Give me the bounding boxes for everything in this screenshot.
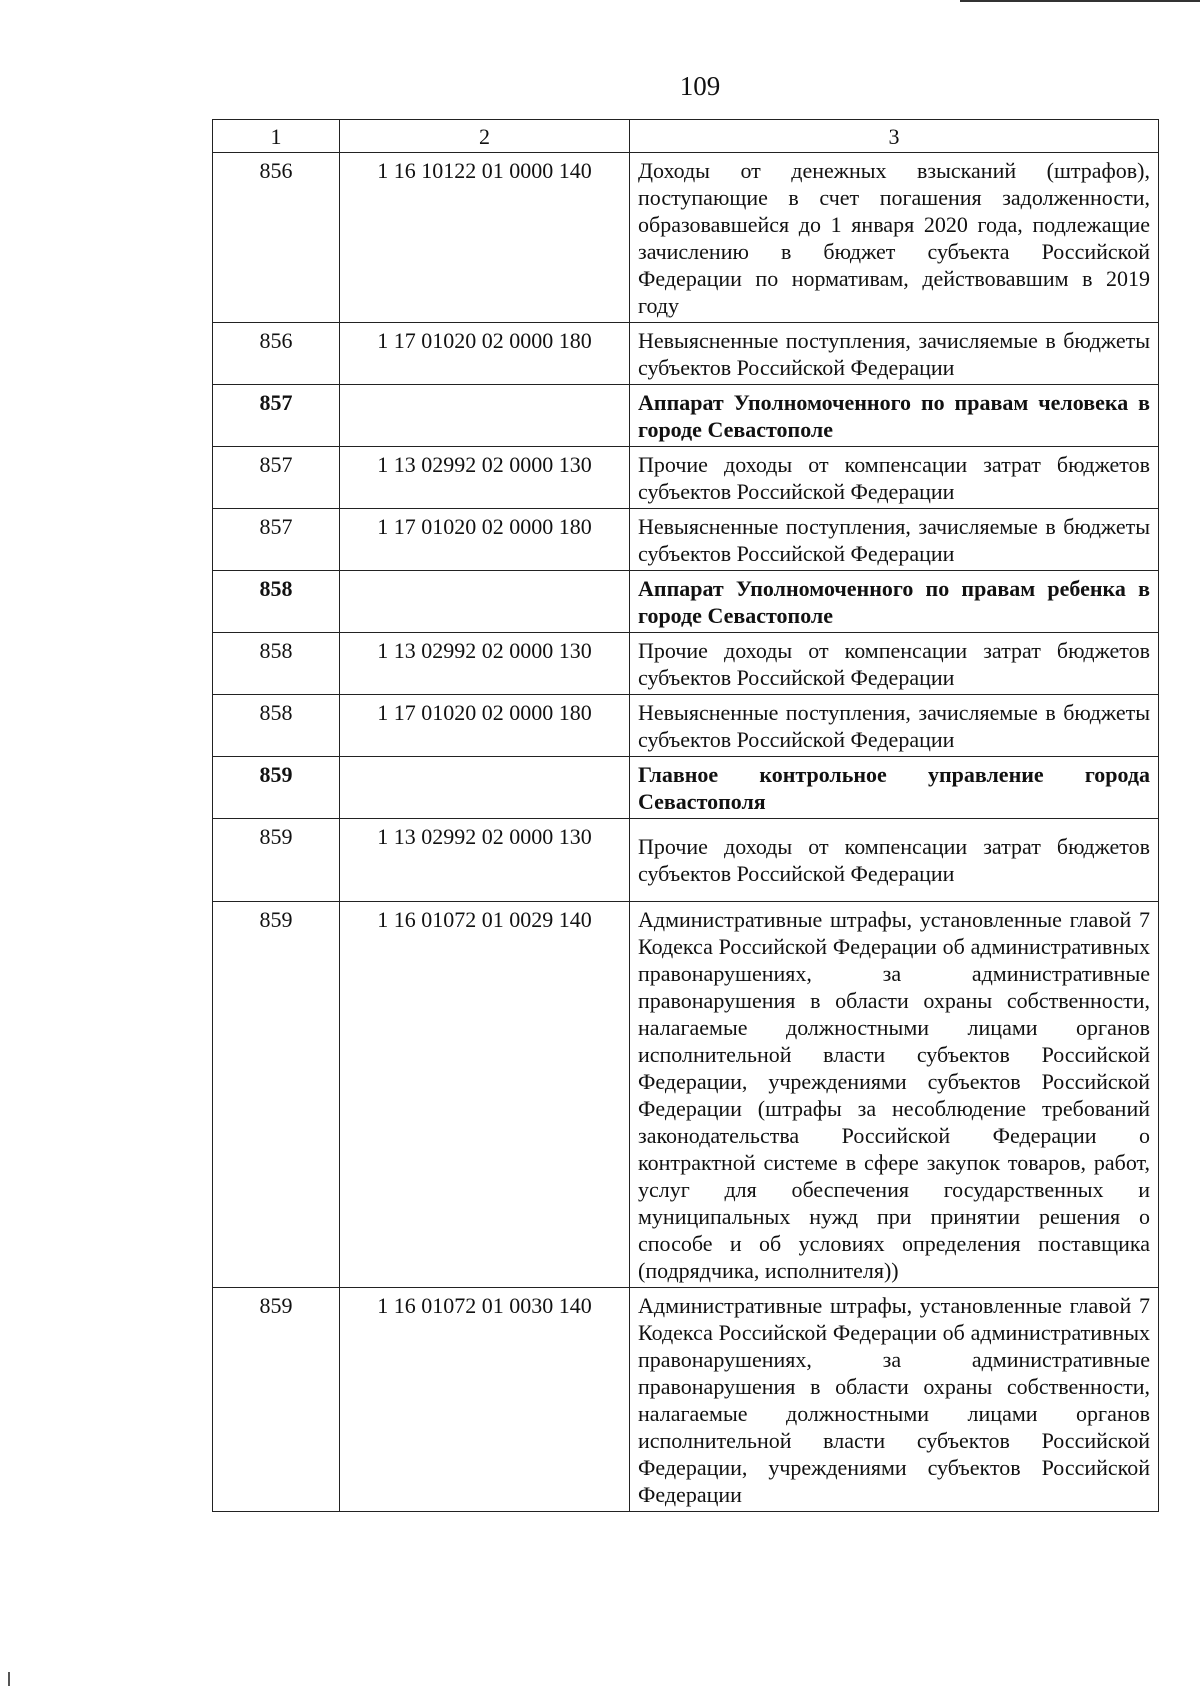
kbk-code-cell: 1 16 01072 01 0030 140 [340, 1288, 630, 1512]
table-header-row [213, 120, 1159, 153]
table-row [213, 323, 1159, 385]
description-cell [630, 757, 1159, 819]
kbk-code-cell: 1 13 02992 02 0000 130 [340, 447, 630, 509]
description-text: Административные штрафы, установленные главой 7 Кодекса Российской Федерации об административных правонарушениях, за административные правонарушения в области охраны собственности, налагаемые должностными лицами органов исполнительной власти субъектов Российской Федерации, учреждениями субъектов Российской Федерации [638, 1293, 1150, 1507]
table-row [213, 153, 1159, 323]
admin-code-cell: 859 [213, 902, 340, 1288]
table-row [213, 695, 1159, 757]
table-row-section-heading [213, 757, 1159, 819]
description-text: Прочие доходы от компенсации затрат бюджетов субъектов Российской Федерации [638, 452, 1150, 504]
page-number-text: 109 [679, 71, 721, 101]
description-cell [630, 571, 1159, 633]
kbk-code-cell: 1 17 01020 02 0000 180 [340, 695, 630, 757]
section-heading-text: Аппарат Уполномоченного по правам человека в городе Севастополе [638, 390, 1150, 442]
admin-code-cell: 856 [213, 153, 340, 323]
page-number [0, 70, 1200, 102]
table-row [213, 1288, 1159, 1512]
table-row [213, 633, 1159, 695]
table-row-section-heading [213, 571, 1159, 633]
admin-code-cell: 859 [213, 1288, 340, 1512]
table-row-section-heading [213, 385, 1159, 447]
description-text: Невыясненные поступления, зачисляемые в бюджеты субъектов Российской Федерации [638, 328, 1150, 380]
kbk-code-cell: 1 16 10122 01 0000 140 [340, 153, 630, 323]
admin-code-cell: 856 [213, 323, 340, 385]
margin-mark [8, 1672, 10, 1686]
kbk-code-cell [340, 757, 630, 819]
admin-code-cell: 858 [213, 633, 340, 695]
description-text: Доходы от денежных взысканий (штрафов), поступающие в счет погашения задолженности, образовавшейся до 1 января 2020 года, подлежащие зачислению в бюджет субъекта Российской Федерации по нормативам, действовавшим в 2019 году [638, 158, 1150, 318]
description-cell [630, 633, 1159, 695]
table-row [213, 447, 1159, 509]
income-codes-table [212, 119, 1159, 1512]
kbk-code-cell: 1 13 02992 02 0000 130 [340, 819, 630, 902]
table-row [213, 509, 1159, 571]
description-cell [630, 695, 1159, 757]
kbk-code-cell [340, 571, 630, 633]
description-cell [630, 819, 1159, 902]
description-cell [630, 385, 1159, 447]
header-column-1: 1 [213, 120, 340, 153]
top-corner-line [960, 0, 1200, 2]
admin-code-cell: 859 [213, 757, 340, 819]
admin-code-cell: 858 [213, 695, 340, 757]
description-text: Прочие доходы от компенсации затрат бюджетов субъектов Российской Федерации [638, 834, 1150, 886]
admin-code-cell: 859 [213, 819, 340, 902]
table-row [213, 902, 1159, 1288]
kbk-code-cell: 1 13 02992 02 0000 130 [340, 633, 630, 695]
kbk-code-cell: 1 17 01020 02 0000 180 [340, 323, 630, 385]
admin-code-cell: 858 [213, 571, 340, 633]
section-heading-text: Аппарат Уполномоченного по правам ребенка в городе Севастополе [638, 576, 1150, 628]
admin-code-cell: 857 [213, 385, 340, 447]
admin-code-cell: 857 [213, 509, 340, 571]
description-text: Невыясненные поступления, зачисляемые в бюджеты субъектов Российской Федерации [638, 700, 1150, 752]
table-row [213, 819, 1159, 902]
admin-code-cell: 857 [213, 447, 340, 509]
description-cell [630, 323, 1159, 385]
description-cell [630, 447, 1159, 509]
description-cell [630, 1288, 1159, 1512]
kbk-code-cell [340, 385, 630, 447]
description-cell [630, 153, 1159, 323]
description-cell [630, 509, 1159, 571]
header-column-2: 2 [340, 120, 630, 153]
description-cell [630, 902, 1159, 1288]
header-column-3: 3 [630, 120, 1159, 153]
description-text: Административные штрафы, установленные главой 7 Кодекса Российской Федерации об административных правонарушениях, за административные правонарушения в области охраны собственности, налагаемые должностными лицами органов исполнительной власти субъектов Российской Федерации, учреждениями субъектов Российской Федерации (штрафы за несоблюдение требований законодательства Российской Федерации о контрактной системе в сфере закупок товаров, работ, услуг для обеспечения государственных и муниципальных нужд при принятии решения о способе и об условиях определения поставщика (подрядчика, исполнителя)) [638, 907, 1150, 1283]
description-text: Невыясненные поступления, зачисляемые в бюджеты субъектов Российской Федерации [638, 514, 1150, 566]
description-text: Прочие доходы от компенсации затрат бюджетов субъектов Российской Федерации [638, 638, 1150, 690]
section-heading-text: Главное контрольное управление города Севастополя [638, 762, 1150, 814]
kbk-code-cell: 1 16 01072 01 0029 140 [340, 902, 630, 1288]
kbk-code-cell: 1 17 01020 02 0000 180 [340, 509, 630, 571]
